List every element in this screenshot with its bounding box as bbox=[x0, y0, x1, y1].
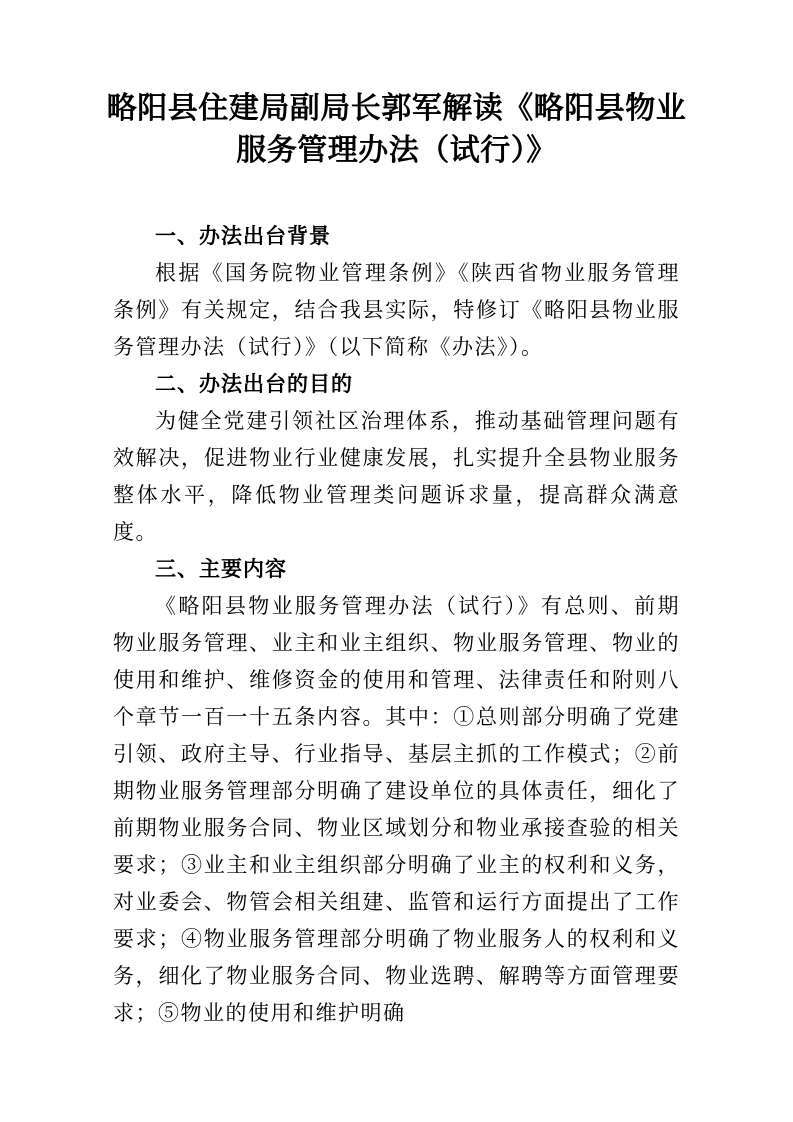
document-title: 略阳县住建局副局长郭军解读《略阳县物业服务管理办法（试行）》 bbox=[106, 92, 687, 167]
section-main-content bbox=[113, 551, 680, 1032]
section-background bbox=[113, 218, 680, 366]
section-heading-background: 一、办法出台背景 bbox=[155, 225, 331, 248]
section-paragraph-main-content: 《略阳县物业服务管理办法（试行）》有总则、前期物业服务管理、业主和业主组织、物业服务管理、物业的使用和维护、维修资金的使用和管理、法律责任和附则八个章节一百一十五条内容。其中：①总则部分明确了党建引领、政府主导、行业指导、基层主抓的工作模式；②前期物业服务管理部分明确了建设单位的具体责任，细化了前期物业服务合同、物业区域划分和物业承接查验的相关要求；③业主和业主组织部分明确了业主的权利和义务，对业委会、物管会相关组建、监管和运行方面提出了工作要求；④物业服务管理部分明确了物业服务人的权利和义务，细化了物业服务合同、物业选聘、解聘等方面管理要求；⑤物业的使用和维护明确 bbox=[113, 594, 680, 1025]
section-purpose bbox=[113, 366, 680, 551]
section-paragraph-background: 根据《国务院物业管理条例》《陕西省物业服务管理条例》有关规定，结合我县实际，特修订《略阳县物业服务管理办法（试行）》（以下简称《办法》）。 bbox=[113, 261, 680, 359]
section-paragraph-purpose: 为健全党建引领社区治理体系，推动基础管理问题有效解决，促进物业行业健康发展，扎实提升全县物业服务整体水平，降低物业管理类问题诉求量，提高群众满意度。 bbox=[113, 409, 680, 544]
section-heading-purpose: 二、办法出台的目的 bbox=[155, 373, 353, 396]
section-heading-main-content: 三、主要内容 bbox=[155, 558, 287, 581]
